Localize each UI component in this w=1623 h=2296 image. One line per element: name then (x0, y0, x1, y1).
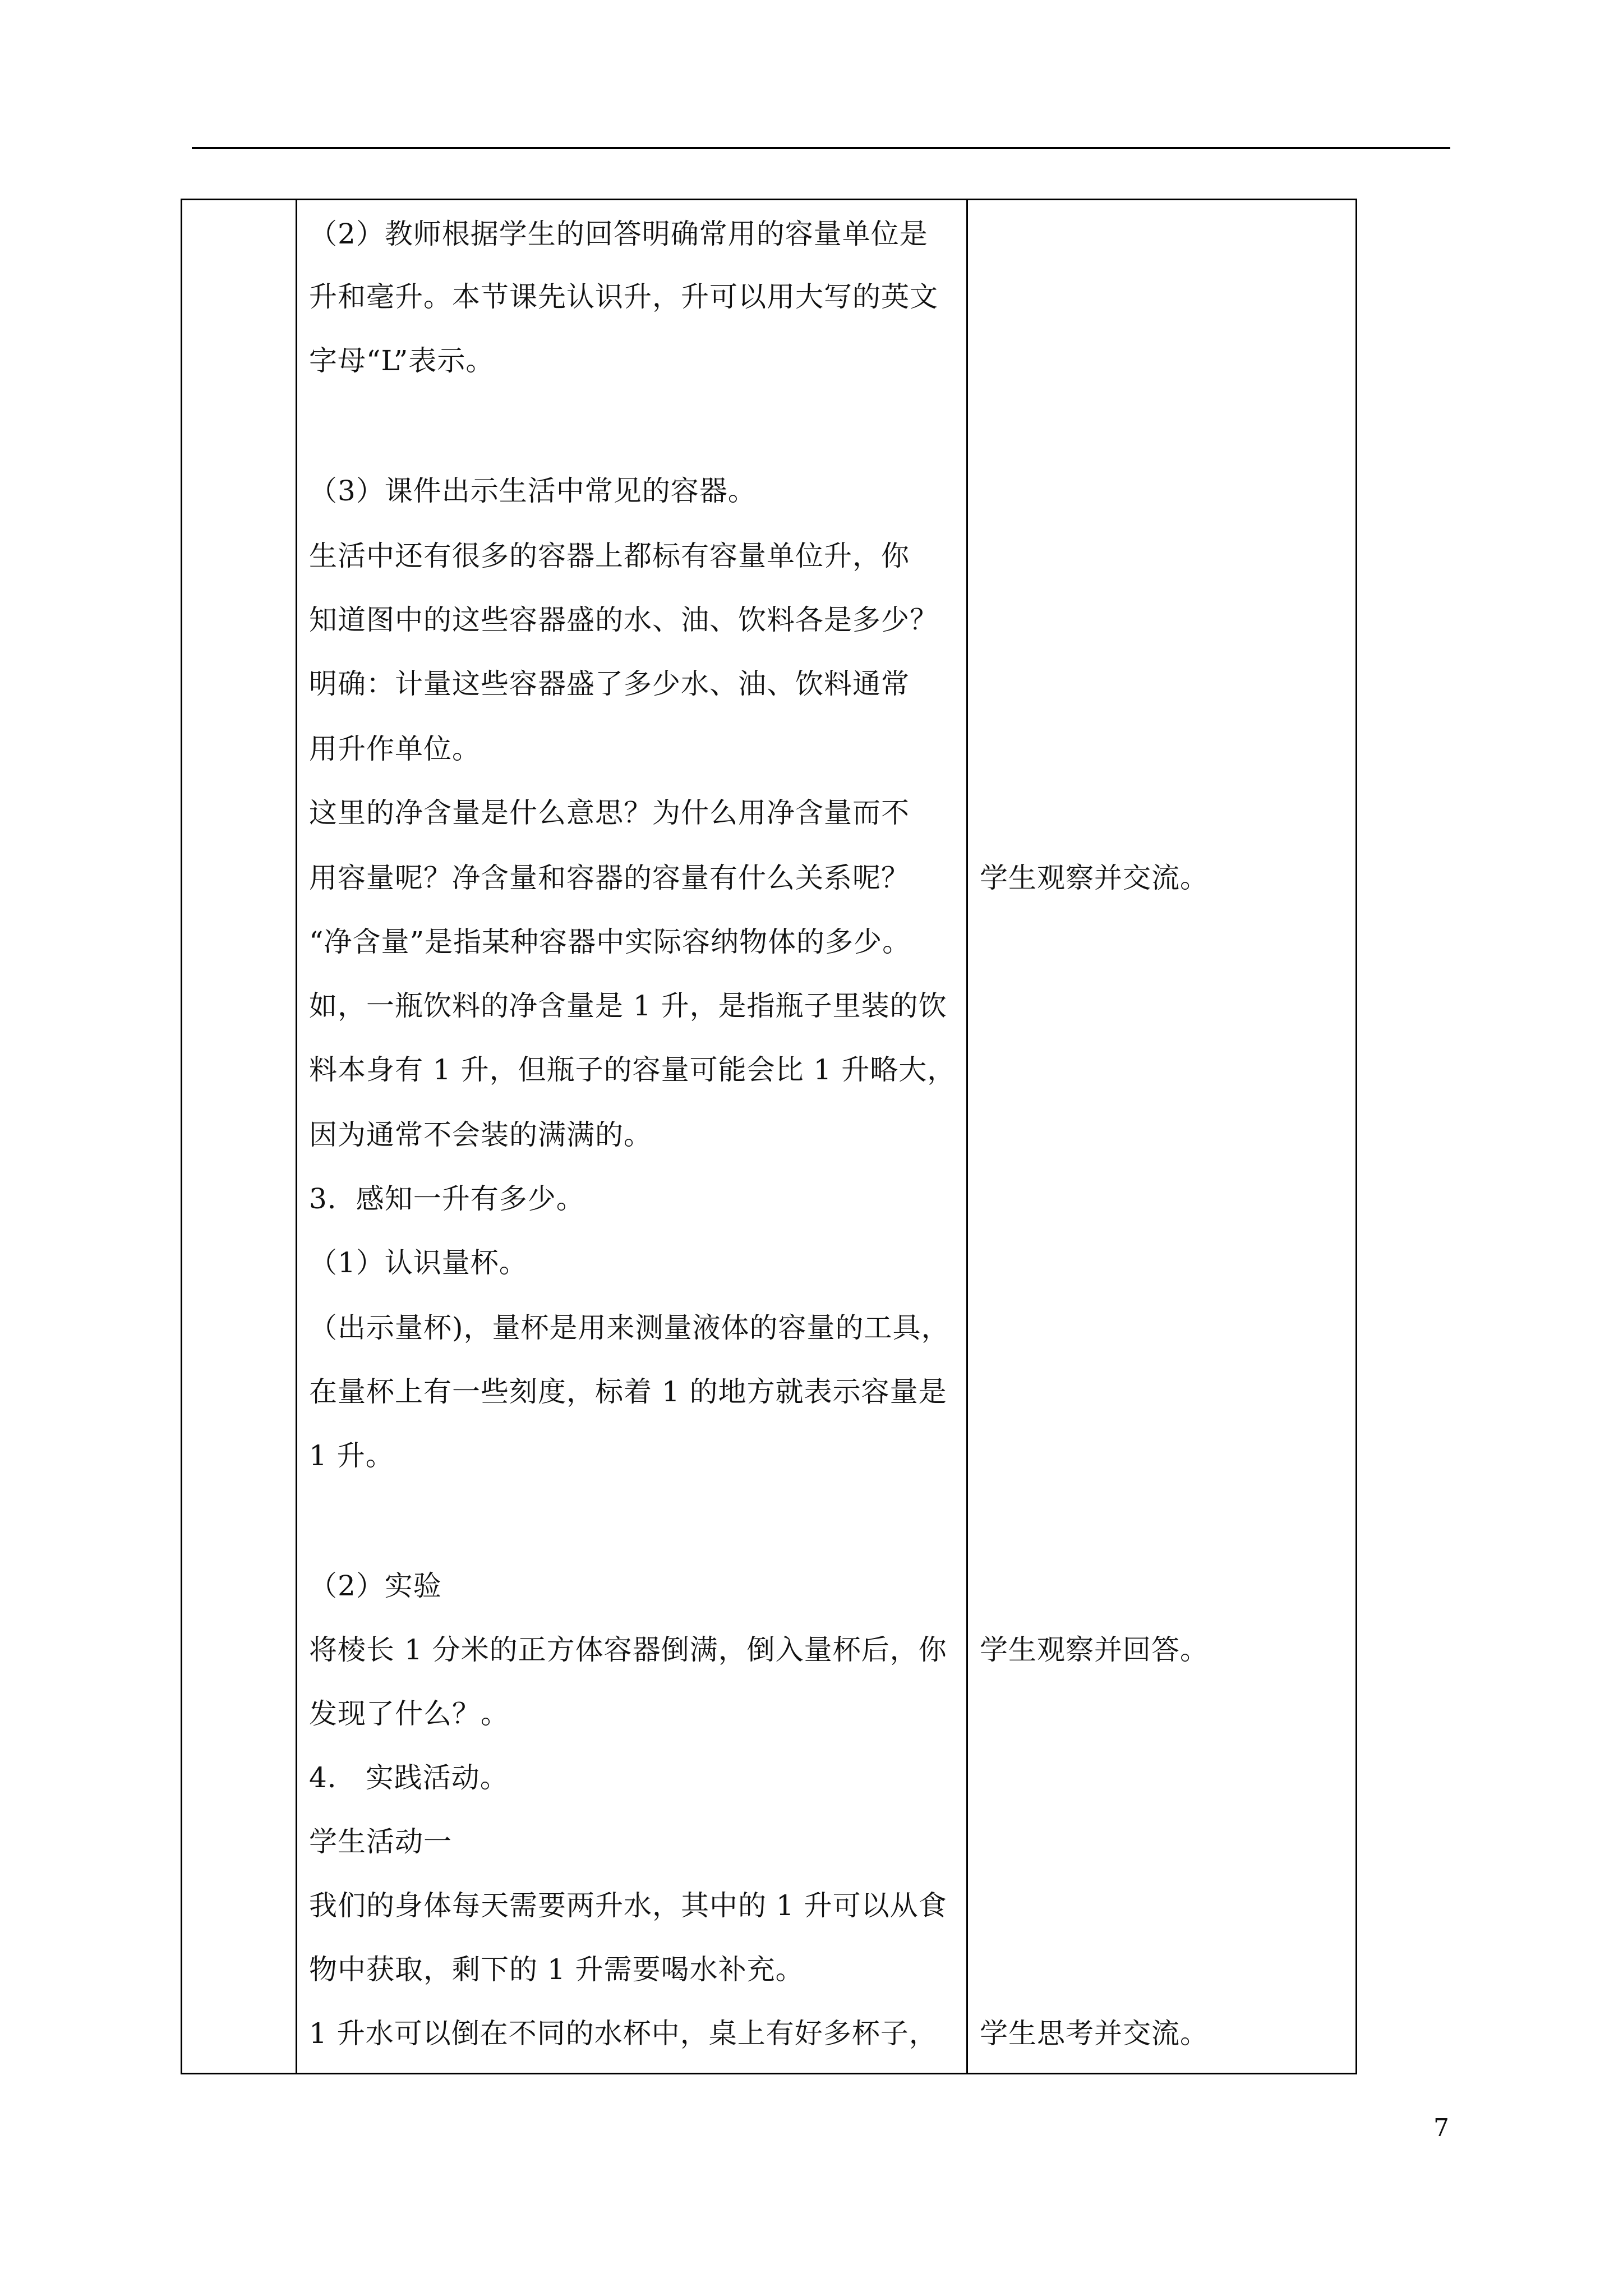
text-line: 1 升。 (309, 1439, 394, 1472)
text-line: 用升作单位。 (309, 733, 481, 765)
text-line: 这里的净含量是什么意思？为什么用净含量而不 (309, 797, 910, 829)
text-line: 3．感知一升有多少。 (309, 1182, 585, 1215)
text-line: 知道图中的这些容器盛的水、油、饮料各是多少？ (309, 604, 938, 636)
page-number: 7 (1433, 2114, 1449, 2142)
text-line: （2）实验 (309, 1570, 442, 1602)
text-line: 1 升水可以倒在不同的水杯中，桌上有好多杯子， (309, 2017, 938, 2050)
column-divider-left (296, 200, 297, 2073)
column-divider-right (966, 200, 968, 2073)
text-line: 料本身有 1 升，但瓶子的容量可能会比 1 升略大， (309, 1053, 956, 1086)
text-line: （2）教师根据学生的回答明确常用的容量单位是 (309, 218, 928, 250)
student-note: 学生观察并交流。 (980, 862, 1209, 894)
text-line: 物中获取，剩下的 1 升需要喝水补充。 (309, 1953, 804, 1986)
text-line: 在量杯上有一些刻度，标着 1 的地方就表示容量是 (309, 1375, 947, 1408)
text-line: 用容量呢？净含量和容器的容量有什么关系呢？ (309, 862, 910, 894)
student-note: 学生思考并交流。 (980, 2017, 1209, 2050)
text-line: “净含量”是指某种容器中实际容纳物体的多少。 (309, 926, 911, 958)
student-activity-cell (980, 200, 1339, 2074)
text-line: 因为通常不会装的满满的。 (309, 1119, 652, 1151)
text-line: 将棱长 1 分米的正方体容器倒满，倒入量杯后，你 (309, 1634, 947, 1666)
text-line: （1）认识量杯。 (309, 1246, 528, 1279)
text-line: 明确：计量这些容器盛了多少水、油、饮料通常 (309, 668, 910, 700)
text-line: 字母“L”表示。 (309, 344, 495, 377)
text-line: 4． 实践活动。 (309, 1761, 509, 1794)
text-line: 学生活动一 (309, 1825, 452, 1858)
text-line: 我们的身体每天需要两升水，其中的 1 升可以从食 (309, 1889, 947, 1922)
text-line: （3）课件出示生活中常见的容器。 (309, 475, 757, 507)
header-rule (192, 147, 1450, 149)
teacher-activity-cell (309, 216, 962, 2067)
text-line: 升和毫升。本节课先认识升，升可以用大写的英文 (309, 280, 938, 313)
text-line: （出示量杯)，量杯是用来测量液体的容量的工具， (309, 1312, 950, 1344)
text-line: 如，一瓶饮料的净含量是 1 升，是指瓶子里装的饮 (309, 990, 947, 1022)
lesson-table (181, 199, 1357, 2074)
text-line: 生活中还有很多的容器上都标有容量单位升，你 (309, 540, 910, 572)
student-note: 学生观察并回答。 (980, 1634, 1209, 1666)
text-line: 发现了什么？。 (309, 1697, 509, 1730)
